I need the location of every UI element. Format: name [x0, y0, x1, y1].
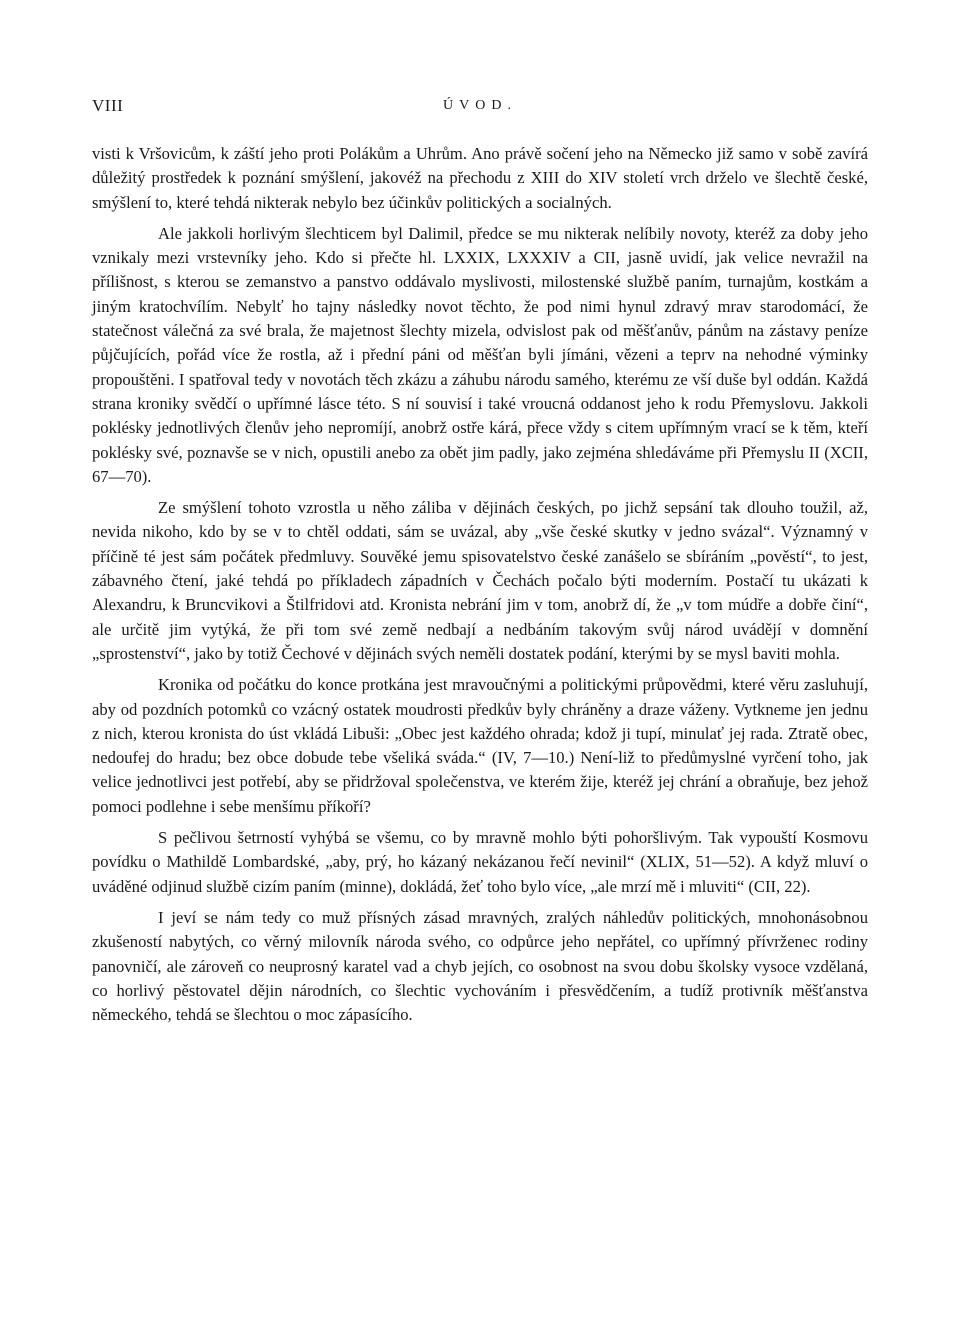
paragraph: I jeví se nám tedy co muž přísných zásad mravných, zralých náhledův politických, mnohonásobnou zkušeností nabytých, co věrný milovník národa svého, co odpůrce jeho nepřátel, co upřímný přívrženec rodiny panovničí, ale zároveň co neuprosný karatel vad a chyb jejích, co osobnost na svou dobu školsky vysoce vzdělaná, co horlivý pěstovatel dějin národních, co šlechtic vychováním i přesvědčením, a tudíž protivník měšťanstva německého, tehdá se šlechtou o moc zápasícího.	[92, 907, 868, 1025]
paragraph-continuation: visti k Vršovicům, k záští jeho proti Polákům a Uhrům. Ano právě sočení jeho na Německo již samo v sobě zavírá důležitý prostředek k poznání smýšlení, jakovéž na přechodu z XIII do XIV století vrch drželo ve šlechtě české, smýšlení to, které tehdá nikterak nebylo bez účinkův politických a socialných.	[92, 144, 868, 212]
running-header	[92, 96, 868, 122]
body-text	[92, 142, 868, 1027]
header-title: ÚVOD.	[443, 98, 517, 113]
paragraph: Kronika od počátku do konce protkána jest mravoučnými a politickými průpovědmi, které věru zasluhují, aby od pozdních potomků co vzácný ostatek moudrosti předkův byly chráněny a draze váženy. Vytkneme jen jednu z nich, kterou kronista do úst vkládá Libuši: „Obec jest každého ohrada; kdož ji tupí, minulať jej rada. Ztratě obec, nedoufej do hradu; bez obce dobude tebe všeliká sváda.“ (IV, 7—10.) Není-liž to předůmyslné vyrčení toho, jak velice jednotlivci jest potřebí, aby se přidržoval společenstva, ve kterém žije, kteréž jej chrání a obraňuje, bez jehož pomoci podlehne i sebe menšímu příkoří?	[92, 675, 868, 816]
page-number: VIII	[92, 96, 124, 115]
paragraph: Ze smýšlení tohoto vzrostla u něho záliba v dějinách českých, po jichž sepsání tak dlouho toužil, až, nevida nikoho, kdo by se v to chtěl oddati, sám se uvázal, aby „vše české skutky v jedno svázal“. Významný v příčině té jest sám počátek předmluvy. Souvěké jemu spisovatelstvo české zanášelo se sbíráním „pověstí“, to jest, zábavného čtení, jaké tehdá po příkladech západních v Čechách počalo býti moderním. Postačí tu ukázati k Alexandru, k Bruncvikovi a Štilfridovi atd. Kronista nebrání jim v tom, anobrž dí, že „v tom múdře a dobře činí“, ale určitě jim vytýká, že při tom své země nedbají a nedbáním takovým svůj národ uvádějí v domnění „sprostenství“, jako by totiž Čechové v dějinách svých neměli dostatek podání, kterými by se mysl baviti mohla.	[92, 498, 868, 663]
paragraph: S pečlivou šetrností vyhýbá se všemu, co by mravně mohlo býti pohoršlivým. Tak vypouští Kosmovu povídku o Mathildě Lombardské, „aby, prý, ho kázaný nekázanou řečí nevinil“ (XLIX, 51—52). A když mluví o uváděné odjinud službě cizím paním (minne), dokládá, žeť toho bylo více, „ale mrzí mě i mluviti“ (CII, 22).	[92, 828, 868, 896]
paragraph: Ale jakkoli horlivým šlechticem byl Dalimil, předce se mu nikterak nelíbily novoty, kteréž za doby jeho vznikaly mezi vrstevníky jeho. Kdo si přečte hl. LXXIX, LXXXIV a CII, jasně uvidí, jak velice nevražil na přílišnost, s kterou se zemanstvo a panstvo oddávalo myslivosti, milostenské službě paním, turnajům, kostkám a jiným kratochvílím. Nebylť ho tajny následky novot těchto, že pod nimi hynul zdravý mrav starodomácí, že statečnost válečná za své brala, že majetnost šlechty mizela, odvislost pak od měšťanův, pánům na zástavy peníze půjčujících, pořád více že rostla, až i přední páni od měšťan byli jímáni, vězeni a teprv na nehodné výminky propouštěni. I spatřoval tedy v novotách těch zkázu a záhubu národu samého, kterému ze vší duše byl oddán. Každá strana kroniky svědčí o upřímné lásce této. S ní souvisí i také vroucná oddanost jeho k rodu Přemyslovu. Jakkoli poklésky jednotlivých členův jeho nepromíjí, anobrž ostře kárá, přece vždy s citem upřímným vrací se k těm, kteří poklésky své, poznavše se v nich, opustili anebo za obět jim padly, jako zejména shledáváme při Přemyslu II (XCII, 67—70).	[92, 223, 868, 486]
document-page	[92, 96, 868, 1034]
